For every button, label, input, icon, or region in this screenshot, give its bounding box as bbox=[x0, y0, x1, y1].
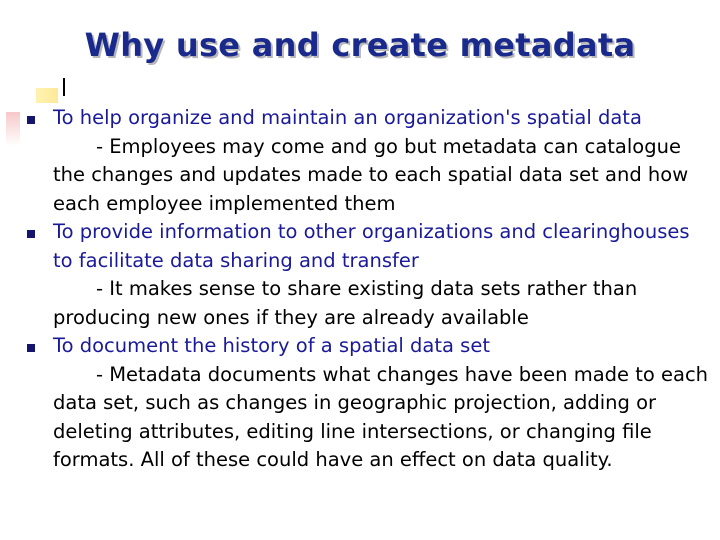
bullet-item bbox=[20, 332, 710, 475]
bullet-subtext: - It makes sense to share existing data sets rather than producing new ones if they are already available bbox=[53, 277, 638, 329]
slide-title: Why use and create metadata bbox=[84, 26, 636, 64]
bullet-text: To help organize and maintain an organization's spatial data bbox=[53, 106, 642, 129]
bullet-list bbox=[20, 104, 710, 475]
bullet-subtext: - Employees may come and go but metadata can catalogue the changes and updates made to each spatial data set and how each employee implemented them bbox=[53, 134, 689, 215]
title-accent-bar bbox=[36, 88, 58, 103]
square-bullet-icon bbox=[27, 116, 35, 124]
bullet-item bbox=[20, 218, 710, 332]
square-bullet-icon bbox=[27, 230, 35, 238]
bullet-text: To document the history of a spatial data set bbox=[53, 334, 490, 357]
bullet-subtext: - Metadata documents what changes have been made to each data set, such as changes in geographic projection, adding or deleting attributes, editing line intersections, or changing file formats. All of these could have an effect on data quality. bbox=[53, 362, 709, 471]
bullet-text: To provide information to other organizations and clearinghouses to facilitate data sharing and transfer bbox=[53, 220, 690, 272]
square-bullet-icon bbox=[27, 344, 35, 352]
side-accent-bar bbox=[6, 112, 20, 146]
bullet-item bbox=[20, 104, 710, 218]
title-accent-line bbox=[63, 78, 65, 96]
